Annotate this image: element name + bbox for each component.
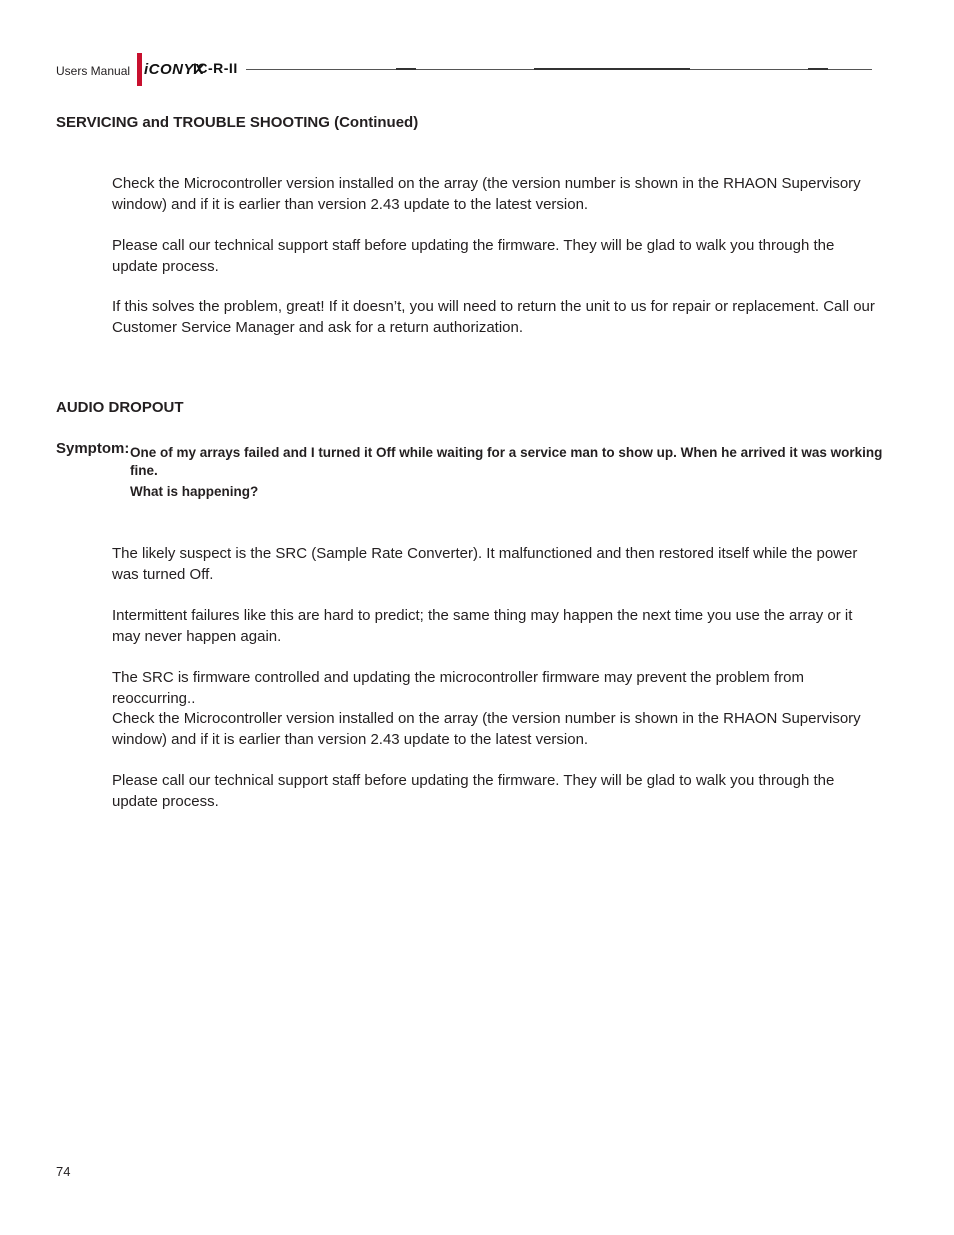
page-number: 74: [56, 1164, 71, 1179]
logo-accent-bar: [137, 53, 142, 86]
paragraph: Check the Microcontroller version installed on the array (the version number is shown in the RHAON Supervisory window) and if it is earlier than version 2.43 update to the latest version.: [112, 710, 861, 748]
paragraph: Check the Microcontroller version installed on the array (the version number is shown in the RHAON Supervisory window) and if it is earlier than version 2.43 update to the latest version.: [112, 175, 861, 213]
section-heading-servicing: SERVICING and TROUBLE SHOOTING (Continued): [56, 114, 419, 131]
page-header: [56, 52, 872, 88]
paragraph: Please call our technical support staff before updating the firmware. They will be glad to walk you through the update process.: [112, 237, 835, 275]
header-label: Users Manual: [56, 64, 131, 78]
symptom-text-continued: fine.: [130, 463, 158, 478]
header-rule-accent: [396, 68, 416, 70]
header-rule-accent: [534, 68, 690, 70]
header-rule-accent: [808, 68, 828, 70]
paragraph: If this solves the problem, great! If it doesn’t, you will need to return the unit to us for repair or replacement. Call our Customer Service Manager and ask for a return authorization.: [112, 298, 875, 336]
paragraph: The likely suspect is the SRC (Sample Rate Converter). It malfunctioned and then restored itself while the power was turned Off.: [112, 545, 858, 583]
paragraph: Please call our technical support staff before updating the firmware. They will be glad to walk you through the update process.: [112, 772, 835, 810]
symptom-text: One of my arrays failed and I turned it Off while waiting for a service man to show up. When he arrived it was working: [130, 445, 883, 460]
symptom-label: Symptom:: [56, 440, 130, 457]
model-name: IC-R-II: [193, 60, 238, 76]
section-heading-audio-dropout: AUDIO DROPOUT: [56, 399, 184, 416]
symptom-question: What is happening?: [130, 484, 259, 499]
paragraph: Intermittent failures like this are hard to predict; the same thing may happen the next time you use the array or it may never happen again.: [112, 607, 853, 645]
paragraph: The SRC is firmware controlled and updating the microcontroller firmware may prevent the problem from reoccurring..: [112, 669, 804, 707]
brand-logo: iCONYX: [144, 61, 205, 78]
